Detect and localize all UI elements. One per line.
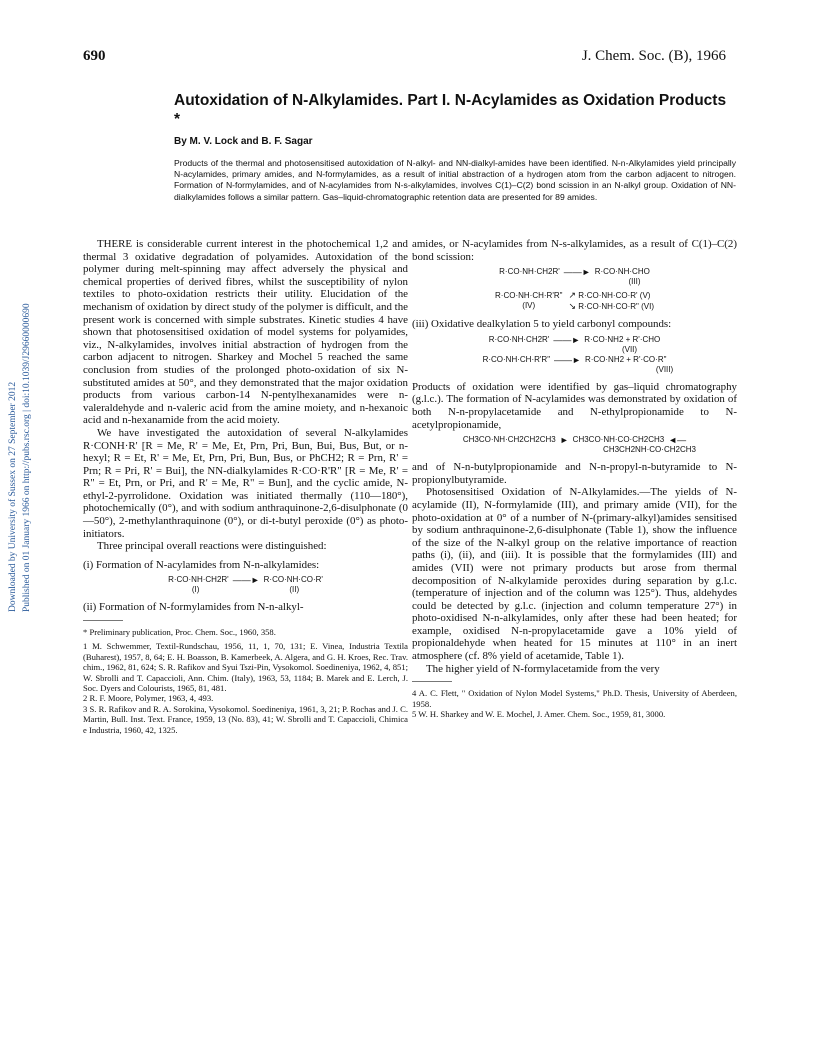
product: R·CO·NH·CHO xyxy=(594,267,650,277)
body-paragraph: Three principal overall reactions were distinguished: xyxy=(97,540,327,553)
arrow-right-icon: ——► xyxy=(554,354,581,365)
footnote: * Preliminary publication, Proc. Chem. Soc., 1960, 358. xyxy=(83,627,276,638)
arrow-right-icon: ——► xyxy=(553,334,581,345)
body-paragraph: amides, or N-acylamides from N-s-alkylamides, as a result of C(1)–C(2) bond scission: xyxy=(412,238,737,263)
compound-label: (II) xyxy=(289,585,300,595)
arrow-right-icon: ——► xyxy=(232,575,260,586)
product: CH3CO·NH·CO·CH2CH3 xyxy=(572,435,665,445)
body-paragraph: Photosensitised Oxidation of N-Alkylamides.—The yields of N-acylamide (II), N-formylamide (III), and primary amide (VII), for the photo-oxidation at 0° of a number of N-(primary-alkyl)amides sensitised by sodium anthraquinone-2,6-disulphonate (Table 1), show the influence of the size of the N-alkyl group on the relative importance of reaction paths (i), (ii), and (iii). It is possible that the formylamides (III) and amides (VII) were not primary products but arose from thermal decomposition of N-alkylamide peroxides during separation by g.l.c. (temperature of injection and of the column was 125°). Thus, aldehydes could be detected by g.l.c. (injection and column temperature 27°) in photo-oxidised N-n-alkylamides, only after these had been heated; for example, oxidised N-n-propylacetamide gave a 10% yield of propionaldehyde when heated for 15 minutes at 110° in an inert atmosphere (cf. 8% yield of acetamide, Table 1). xyxy=(412,486,737,663)
reaction-item: (ii) Formation of N-formylamides from N-n-alkyl- xyxy=(83,601,304,614)
reference: 1 M. Schwemmer, Textil-Rundschau, 1956, 11, 1, 70, 131; E. Vinea, Industria Textila (Buharest), 1957, 8, 64; E. H. Boasson, B. Kamerbeek, A. Algera, and G. H. Kroes, Rec. Trav. chim., 1962, 81, 624; S. R. Rafikov and Syui Tszi-Pin, Vysokomol. Soedineniya, 1962, 4, 851; W. Sbrolli and T. Capaccioli, Ann. Chim. (Italy), 1963, 53, 1184; B. Marek and E. Lerch, J. Soc. Dyers and Colourists, 1965, 81, 481. xyxy=(83,641,408,694)
product: R·CO·NH2 + R'·CO·R" xyxy=(584,354,667,364)
compound-label: (IV) xyxy=(522,301,536,311)
article-authors: By M. V. Lock and B. F. Sagar xyxy=(174,136,313,147)
reaction-item: (i) Formation of N-acylamides from N-n-alkylamides: xyxy=(83,558,320,571)
body-paragraph: THERE is considerable current interest in the photochemical 1,2 and thermal 3 oxidative degradation of polyamides. Autoxidation of the polymer during melt-spinning may affect adversely the physical and chemical properties of derived fibres, whilst the susceptibility of nylon textiles to photo-oxidation restricts their utility. Elucidation of the mechanism of oxidation by direct study of the polymer is difficult, and the present work is concerned with simple substrates. Kinetic studies 4 have shown that photosensitised oxidation of model systems for polyamides, viz., N-alkylamides, involves initial abstraction of hydrogen from the carbon adjacent to nitrogen. Sharkey and Mochel 5 reached the same conclusion from studies of the prolonged photo-oxidation of six N-substituted amides at 50°, and they demonstrated that the major oxidation products from various carbon-14 N-pentylhexanamides were n-valeraldehyde and n-valeric acid from the amine moiety, and n-hexanoic acid and n-hexanamide from the acid moiety. xyxy=(83,238,408,427)
footnote-divider xyxy=(412,681,452,682)
reaction-item: (iii) Oxidative dealkylation 5 to yield carbonyl compounds: xyxy=(412,318,672,331)
compound-label: (III) xyxy=(628,277,641,287)
product: R·CO·NH·CO·R" (VI) xyxy=(578,302,654,312)
product: R·CO·NH·CO·R' xyxy=(263,575,323,585)
reactant: CH3CO·NH·CH2CH2CH3 xyxy=(462,435,556,445)
compound-label: (I) xyxy=(191,585,200,595)
product: R·CO·NH2 + R'·CHO xyxy=(584,334,661,344)
body-paragraph: and of N-n-butylpropionamide and N-n-propyl-n-butyramide to N-propionylbutyramide. xyxy=(412,461,737,486)
footnote-divider xyxy=(83,620,123,621)
reference: 3 S. R. Rafikov and R. A. Sorokina, Vysokomol. Soedineniya, 1961, 3, 21; P. Rochas and J. C. Martin, Bull. Inst. Text. France, 1959, 13 (No. 83), 41; W. Sbrolli and T. Capaccioli, Chimica e Industria, 1960, 42, 1325. xyxy=(83,703,408,735)
compound-label: (VII) xyxy=(621,344,638,354)
reference: 4 A. C. Flett, " Oxidation of Nylon Model Systems," Ph.D. Thesis, University of Aberdeen, 1958. xyxy=(412,688,737,709)
journal-header: J. Chem. Soc. (B), 1966 xyxy=(581,48,726,64)
reaction-scheme-3 xyxy=(412,335,737,375)
reactant: R·CO·NH·CH·R'R" xyxy=(495,291,563,301)
article-title: Autoxidation of N-Alkylamides. Part I. N-Acylamides as Oxidation Products * xyxy=(174,92,727,128)
reactant: R·CO·NH·CH2R' xyxy=(499,267,560,277)
download-sidebar xyxy=(6,262,36,622)
body-paragraph: The higher yield of N-formylacetamide from the very xyxy=(426,662,660,675)
body-paragraph: We have investigated the autoxidation of several N-alkylamides R·CONH·R' [R = Me, R' = Me, Et, Prn, Pri, Bun, Bui, Bus, But, or n-hexyl; R = Et, R' = Me, Et, Prn, Pri, Bun, Bus, or PhCH2; R = Prn, R' = Prn; R = Pri, R' = Bui], the NN-dialkylamides R·CO·R'R" [R = Me, R' = R" = Et, Prn, or Pri, and R' = Me, R" = Bun], and the cyclic amide, N-ethyl-2-pyrrolidone. Oxidation was initiated thermally (110—180°), photochemically (0°), and with sodium anthraquinone-2,6-disulphonate (0—50°), 2-methylanthraquinone (0°), or di-t-butyl peroxide (0°) as photo-initiators. xyxy=(83,426,408,540)
reactant: CH3CH2NH·CO·CH2CH3 xyxy=(603,445,696,455)
compound-label: (VIII) xyxy=(655,364,674,374)
arrow-down-right-icon: ↘ xyxy=(568,301,577,312)
reference: 2 R. F. Moore, Polymer, 1963, 4, 493. xyxy=(83,693,214,704)
publication-notice[interactable]: Published on 01 January 1966 on http://pubs.rsc.org | doi:10.1039/J29660000690 xyxy=(22,303,32,612)
page-number: 690 xyxy=(83,48,106,64)
arrow-right-icon: ——► xyxy=(563,267,591,278)
reference: 5 W. H. Sharkey and W. E. Mochel, J. Amer. Chem. Soc., 1959, 81, 3000. xyxy=(412,709,666,720)
download-notice[interactable]: Downloaded by University of Sussex on 27 September 2012 xyxy=(8,381,18,612)
arrow-up-right-icon: ↗ xyxy=(568,290,577,301)
reaction-scheme-4 xyxy=(412,435,737,455)
reactant: R·CO·NH·CH2R' xyxy=(488,334,550,344)
reactant: R·CO·NH·CH2R' xyxy=(168,575,229,585)
article-abstract: Products of the thermal and photosensitised autoxidation of N-alkyl- and NN-dialkyl-amides have been identified. N-n-Alkylamides yield principally N-acylamides, primary amides, and N-formylamides, as a result of initial abstraction of a hydrogen atom from the carbon adjacent to nitrogen. Formation of N-formylamides, and of N-acylamides from N-s-alkylamides, involves C(1)–C(2) bond scission in an N-alkyl group. Oxidation of NN-dialkylamides follows a similar pattern. Gas–liquid-chromatographic retention data are presented for 89 amides. xyxy=(174,158,736,202)
left-column xyxy=(83,238,408,735)
body-paragraph: Products of oxidation were identified by gas–liquid chromatography (g.l.c.). The formation of N-acylamides was demonstrated by oxidation of both N-n-propylacetamide and N-ethylpropionamide to N-acetylpropionamide, xyxy=(412,380,737,431)
right-column xyxy=(412,238,737,719)
reaction-scheme-2 xyxy=(412,267,737,312)
reactant: R·CO·NH·CH·R'R" xyxy=(482,354,551,364)
product: R·CO·NH·CO·R' (V) xyxy=(578,291,651,301)
reaction-scheme-1 xyxy=(83,575,408,595)
arrow-right-icon: ► xyxy=(559,435,569,446)
arrow-left-icon: ◄— xyxy=(668,435,687,446)
